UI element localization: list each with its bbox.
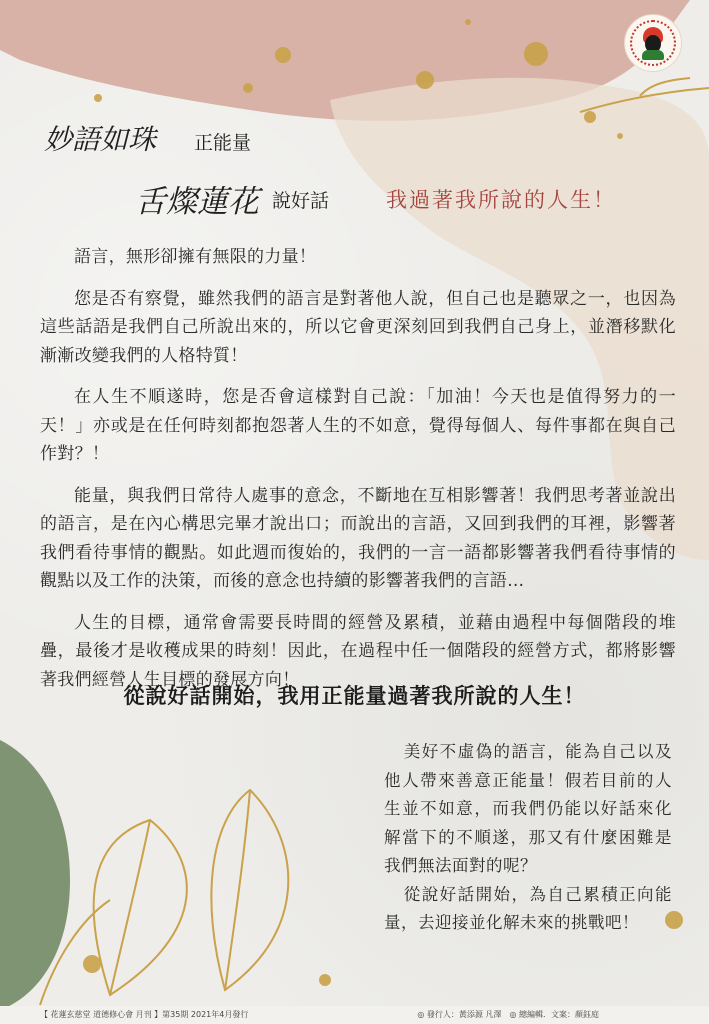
- side-column: [384, 738, 672, 938]
- paragraph: 人生的目標，通常會需要長時間的經營及累積，並藉由過程中每個階段的堆疊，最後才是收穫成果的時刻！因此，在過程中任一個階段的經營方式，都將影響著我們經營人生目標的發展方向！: [40, 612, 676, 690]
- leaf-outline-illustration: [40, 790, 288, 1005]
- tagline: 我過著我所說的人生！: [386, 188, 616, 212]
- side-paragraph: 從說好話開始，為自己累積正向能量，去迎接並化解未來的挑戰吧！: [384, 884, 672, 932]
- headline: 從說好話開始，我用正能量過著我所說的人生！: [123, 683, 586, 708]
- temple-logo: [624, 14, 682, 72]
- column-title-sub: 正能量: [194, 132, 252, 154]
- footer-publication: 【 花蓮玄慈堂 道德修心會 月刊 】第35期 2021年4月發行: [40, 1010, 249, 1019]
- paragraph: 在人生不順遂時，您是否會這樣對自己說：「加油！今天也是值得努力的一天！」亦或是在任何時刻都抱怨著人生的不如意，覺得每個人、每件事都在與自己作對？！: [40, 387, 676, 464]
- article-title-sub: 說好話: [272, 190, 330, 212]
- paragraph: 您是否有察覺，雖然我們的語言是對著他人說，但自己也是聽眾之一，也因為這些話語是我們自己所說出來的，所以它會更深刻回到我們自己身上，並潛移默化漸漸改變我們的人格特質！: [40, 288, 676, 366]
- side-paragraph: 美好不虛偽的語言，能為自己以及他人帶來善意正能量！假若目前的人生並不如意，而我們仍能以好話來化解當下的不順遂，那又有什麼困難是我們無法面對的呢？: [384, 742, 672, 875]
- footer: [0, 1006, 709, 1024]
- article-title: 舌燦蓮花: [135, 184, 259, 220]
- green-blob: [0, 740, 70, 1010]
- paragraph: 語言，無形卻擁有無限的力量！: [74, 247, 317, 267]
- column-title: 妙語如珠: [44, 123, 157, 156]
- footer-credits: ◎ 發行人：黃添源 凡澤 ◎ 總編輯．文案：顏鈺庭: [417, 1010, 599, 1019]
- article-body: [40, 243, 676, 707]
- paragraph: 能量，與我們日常待人處事的意念，不斷地在互相影響著！我們思考著並說出的語言，是在內心構思完畢才說出口；而說出的言語，又回到我們的耳裡，影響著我們看待事情的觀點。如此週而復始的，我們的一言一語都影響著我們看待事情的觀點以及工作的決策，而後的意念也持續的影響著我們的言語…: [40, 485, 676, 591]
